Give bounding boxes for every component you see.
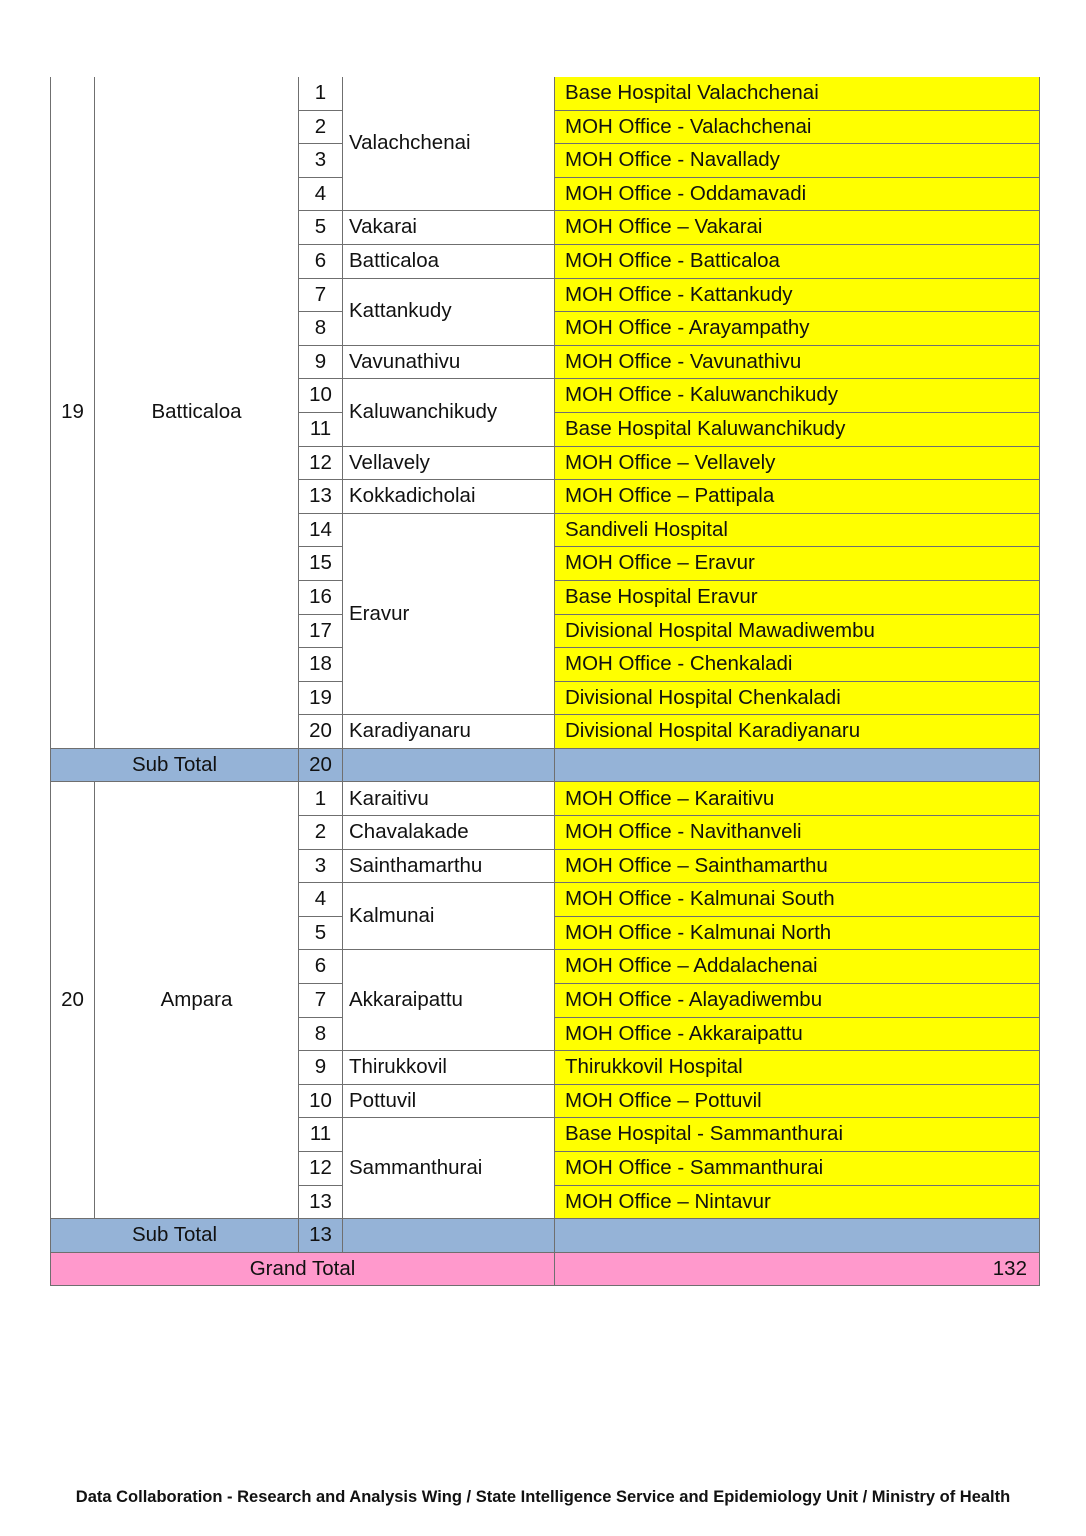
subtotal-empty-cell	[555, 1219, 1040, 1253]
row-number: 8	[299, 1017, 343, 1051]
area-name: Thirukkovil	[343, 1051, 555, 1085]
facility-table	[50, 77, 1040, 1286]
row-number: 6	[299, 244, 343, 278]
grand-total-label: Grand Total	[51, 1252, 555, 1286]
facility-name: MOH Office – Pattipala	[555, 480, 1040, 514]
facility-name: MOH Office - Oddamavadi	[555, 177, 1040, 211]
facility-name: MOH Office - Kattankudy	[555, 278, 1040, 312]
facility-name: Base Hospital - Sammanthurai	[555, 1118, 1040, 1152]
row-number: 5	[299, 916, 343, 950]
subtotal-value: 20	[299, 748, 343, 782]
row-number: 16	[299, 580, 343, 614]
subtotal-empty-cell	[343, 748, 555, 782]
row-number: 9	[299, 1051, 343, 1085]
facility-name: MOH Office - Alayadiwembu	[555, 984, 1040, 1018]
row-number: 13	[299, 480, 343, 514]
row-number: 7	[299, 278, 343, 312]
facility-table-body	[51, 77, 1040, 1286]
subtotal-empty-cell	[555, 748, 1040, 782]
area-name: Sainthamarthu	[343, 849, 555, 883]
row-number: 10	[299, 379, 343, 413]
row-number: 3	[299, 849, 343, 883]
row-number: 17	[299, 614, 343, 648]
facility-name: MOH Office - Kalmunai South	[555, 883, 1040, 917]
area-name: Batticaloa	[343, 244, 555, 278]
facility-name: MOH Office - Kaluwanchikudy	[555, 379, 1040, 413]
subtotal-row	[51, 748, 1040, 782]
row-number: 11	[299, 1118, 343, 1152]
facility-name: MOH Office - Arayampathy	[555, 312, 1040, 346]
page-footer: Data Collaboration - Research and Analysis Wing / State Intelligence Service and Epidemiology Unit / Ministry of Health	[75, 1488, 1011, 1506]
subtotal-label: Sub Total	[51, 748, 299, 782]
area-name: Akkaraipattu	[343, 950, 555, 1051]
area-name: Kaluwanchikudy	[343, 379, 555, 446]
subtotal-value: 13	[299, 1219, 343, 1253]
facility-name: MOH Office - Chenkaladi	[555, 648, 1040, 682]
facility-name: Thirukkovil Hospital	[555, 1051, 1040, 1085]
subtotal-row	[51, 1219, 1040, 1253]
area-name: Karadiyanaru	[343, 715, 555, 749]
area-name: Pottuvil	[343, 1084, 555, 1118]
facility-name: Divisional Hospital Chenkaladi	[555, 681, 1040, 715]
row-number: 14	[299, 513, 343, 547]
area-name: Karaitivu	[343, 782, 555, 816]
facility-name: MOH Office - Akkaraipattu	[555, 1017, 1040, 1051]
row-number: 5	[299, 211, 343, 245]
district-name: Batticaloa	[95, 77, 299, 748]
facility-name: MOH Office - Navithanveli	[555, 816, 1040, 850]
area-name: Vavunathivu	[343, 345, 555, 379]
facility-name: MOH Office - Batticaloa	[555, 244, 1040, 278]
row-number: 10	[299, 1084, 343, 1118]
area-name: Eravur	[343, 513, 555, 715]
facility-name: MOH Office – Pottuvil	[555, 1084, 1040, 1118]
facility-name: Divisional Hospital Mawadiwembu	[555, 614, 1040, 648]
facility-name: MOH Office - Sammanthurai	[555, 1152, 1040, 1186]
table-row	[51, 782, 1040, 816]
row-number: 12	[299, 1152, 343, 1186]
row-number: 7	[299, 984, 343, 1018]
row-number: 19	[299, 681, 343, 715]
subtotal-label: Sub Total	[51, 1219, 299, 1253]
facility-name: MOH Office – Vellavely	[555, 446, 1040, 480]
facility-name: MOH Office – Nintavur	[555, 1185, 1040, 1219]
area-name: Kalmunai	[343, 883, 555, 950]
row-number: 12	[299, 446, 343, 480]
row-number: 8	[299, 312, 343, 346]
facility-name: MOH Office – Sainthamarthu	[555, 849, 1040, 883]
district-number: 20	[51, 782, 95, 1219]
area-name: Sammanthurai	[343, 1118, 555, 1219]
row-number: 4	[299, 883, 343, 917]
facility-name: MOH Office – Eravur	[555, 547, 1040, 581]
facility-name: MOH Office - Navallady	[555, 144, 1040, 178]
area-name: Kokkadicholai	[343, 480, 555, 514]
facility-name: MOH Office - Vavunathivu	[555, 345, 1040, 379]
table-row	[51, 77, 1040, 110]
facility-name: MOH Office - Kalmunai North	[555, 916, 1040, 950]
area-name: Kattankudy	[343, 278, 555, 345]
facility-name: MOH Office – Vakarai	[555, 211, 1040, 245]
area-name: Vakarai	[343, 211, 555, 245]
row-number: 13	[299, 1185, 343, 1219]
district-name: Ampara	[95, 782, 299, 1219]
row-number: 4	[299, 177, 343, 211]
facility-name: Divisional Hospital Karadiyanaru	[555, 715, 1040, 749]
facility-name: Base Hospital Kaluwanchikudy	[555, 412, 1040, 446]
subtotal-empty-cell	[343, 1219, 555, 1253]
facility-name: Sandiveli Hospital	[555, 513, 1040, 547]
row-number: 2	[299, 110, 343, 144]
area-name: Chavalakade	[343, 816, 555, 850]
facility-name: MOH Office - Valachchenai	[555, 110, 1040, 144]
row-number: 2	[299, 816, 343, 850]
row-number: 1	[299, 782, 343, 816]
facility-name: MOH Office – Karaitivu	[555, 782, 1040, 816]
row-number: 1	[299, 77, 343, 110]
row-number: 3	[299, 144, 343, 178]
district-number: 19	[51, 77, 95, 748]
row-number: 15	[299, 547, 343, 581]
row-number: 18	[299, 648, 343, 682]
row-number: 6	[299, 950, 343, 984]
area-name: Valachchenai	[343, 77, 555, 211]
row-number: 11	[299, 412, 343, 446]
grand-total-value: 132	[555, 1252, 1040, 1286]
facility-name: Base Hospital Eravur	[555, 580, 1040, 614]
row-number: 20	[299, 715, 343, 749]
row-number: 9	[299, 345, 343, 379]
facility-name: MOH Office – Addalachenai	[555, 950, 1040, 984]
grand-total-row	[51, 1252, 1040, 1286]
area-name: Vellavely	[343, 446, 555, 480]
facility-name: Base Hospital Valachchenai	[555, 77, 1040, 110]
